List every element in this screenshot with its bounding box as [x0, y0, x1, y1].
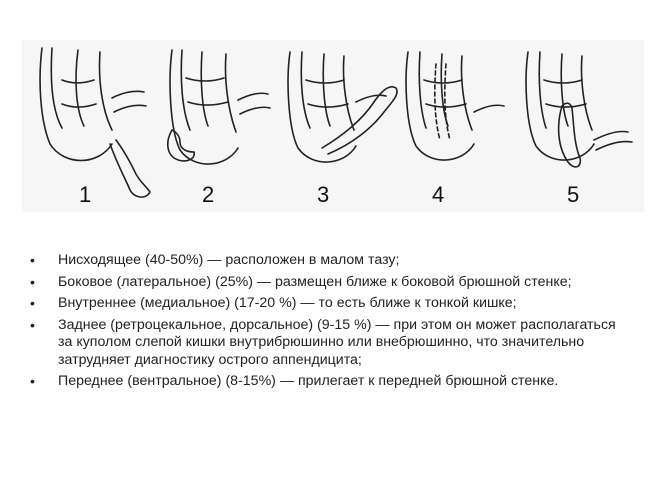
list-item-text: Нисходящее (40-50%) — расположен в малом тазу; [58, 252, 400, 268]
bullet-icon: • [30, 316, 35, 333]
list-item [30, 274, 620, 292]
appendix-position-list [30, 252, 620, 395]
drawing-descending-appendix [40, 48, 150, 197]
list-item-text: Боковое (латеральное) (25%) — размещен ближе к боковой брюшной стенке; [58, 273, 572, 290]
bullet-icon: • [30, 273, 35, 290]
panel-number-3: 3 [317, 182, 330, 207]
list-item [30, 295, 620, 313]
bullet-icon: • [30, 373, 35, 389]
drawing-lateral-appendix [168, 50, 270, 164]
list-item-text: Внутреннее (медиальное) (17-20 %) — то есть ближе к тонкой кишке; [58, 295, 517, 311]
panel-number-2: 2 [202, 182, 215, 207]
list-item [30, 252, 620, 270]
list-item [30, 373, 620, 391]
drawing-anterior-appendix [526, 52, 632, 167]
list-item [30, 317, 620, 370]
panel-number-4: 4 [432, 182, 445, 207]
appendix-positions-figure [22, 40, 644, 212]
bullet-icon: • [30, 295, 35, 311]
list-item-text: Заднее (ретроцекальное, дорсальное) (9-15 %) — при этом он может располагаться за куполом слепой кишки внутрибрюшинно или внебрюшинно, что значительно затрудняет диагностику острого аппендицита; [58, 316, 616, 368]
appendix-drawings [22, 40, 644, 212]
bullet-icon: • [30, 252, 35, 268]
panel-number-1: 1 [79, 182, 92, 207]
drawing-medial-appendix [288, 52, 397, 162]
panel-number-5: 5 [567, 182, 580, 207]
drawing-retrocecal-appendix [406, 52, 504, 160]
list-item-text: Переднее (вентральное) (8-15%) — прилегает к передней брюшной стенке. [58, 373, 559, 389]
